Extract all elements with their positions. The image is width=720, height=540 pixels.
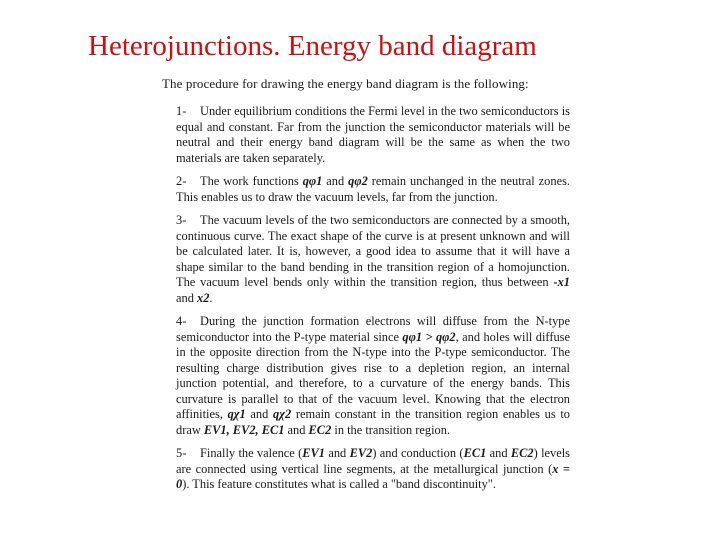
step-text: and xyxy=(486,446,511,460)
step-number: 2- xyxy=(176,174,187,188)
step-number: 5- xyxy=(176,446,187,460)
step-text: and xyxy=(245,407,273,421)
step-text: The work functions xyxy=(200,174,303,188)
step-number: 4- xyxy=(176,314,187,328)
step-text: . xyxy=(209,290,213,305)
slide-title: Heterojunctions. Energy band diagram xyxy=(88,30,537,62)
math-symbol: EC2 xyxy=(510,446,534,460)
step-1 xyxy=(176,104,570,166)
math-symbol: qχ1 xyxy=(227,407,246,421)
step-text: in the transition region. xyxy=(331,422,451,437)
math-symbol: EV2 xyxy=(349,446,373,460)
math-symbol: qφ1 > qφ2 xyxy=(402,329,456,344)
math-symbol: qφ2 xyxy=(348,174,368,188)
step-text: ). This feature constitutes what is called a "band discontinuity". xyxy=(182,477,496,491)
step-3 xyxy=(176,213,570,306)
step-text: and xyxy=(324,446,350,460)
math-symbol: qχ2 xyxy=(273,407,292,421)
math-symbol: EC1 xyxy=(463,446,487,460)
step-text: ) and conduction ( xyxy=(372,446,464,460)
step-text: , and holes will diffuse in the opposite direction from the N-type into the P-type semiconductor. The resulting charge distribution gives rise to a depletion region, an internal junction potential, and therefore, to a curvature of the energy bands. This curvature is parallel to that of the vacuum level. Knowing that the electron affinities, xyxy=(176,329,570,421)
step-text: remain unchanged in the neutral zones. This enables us to draw the vacuum levels, far from the junction. xyxy=(176,174,570,204)
math-symbol: x = 0 xyxy=(176,461,570,491)
step-text: The vacuum levels of the two semiconductors are connected by a smooth, continuous curve. The exact shape of the curve is at present unknown and will be calculated later. It is, however, a good idea to assume that it will have a shape similar to the band bending in the transition region of a homojunction. The vacuum level bends only within the transition region, thus between xyxy=(176,213,570,289)
math-symbol: EC2 xyxy=(308,422,332,437)
step-2 xyxy=(176,174,570,205)
math-symbol: qφ1 xyxy=(302,174,323,188)
step-text: During the junction formation electrons will diffuse from the N-type semiconductor into the P-type material since xyxy=(176,314,570,344)
step-text: and xyxy=(284,422,309,437)
step-text: and xyxy=(176,290,197,305)
scanned-text-excerpt xyxy=(160,76,570,501)
step-text: Under equilibrium conditions the Fermi level in the two semiconductors is equal and constant. Far from the junction the semiconductor materials will be neutral and their energy band diagram will be the same as when the two materials are taken separately. xyxy=(176,104,570,165)
step-5 xyxy=(176,446,570,493)
step-text: ) levels are connected using vertical line segments, at the metallurgical junction ( xyxy=(176,446,570,476)
math-symbol: EV1, EV2, EC1 xyxy=(203,422,285,437)
step-number: 1- xyxy=(176,104,187,118)
math-symbol: x2 xyxy=(197,290,210,305)
step-text: Finally the valence ( xyxy=(200,446,303,460)
step-text: remain constant in the transition region enables us to draw xyxy=(176,407,570,437)
step-number: 3- xyxy=(176,213,187,227)
math-symbol: -x1 xyxy=(553,275,570,289)
step-text: and xyxy=(322,174,349,188)
intro-paragraph: The procedure for drawing the energy band diagram is the following: xyxy=(162,76,529,91)
math-symbol: EV1 xyxy=(302,446,325,460)
step-4 xyxy=(176,314,570,438)
